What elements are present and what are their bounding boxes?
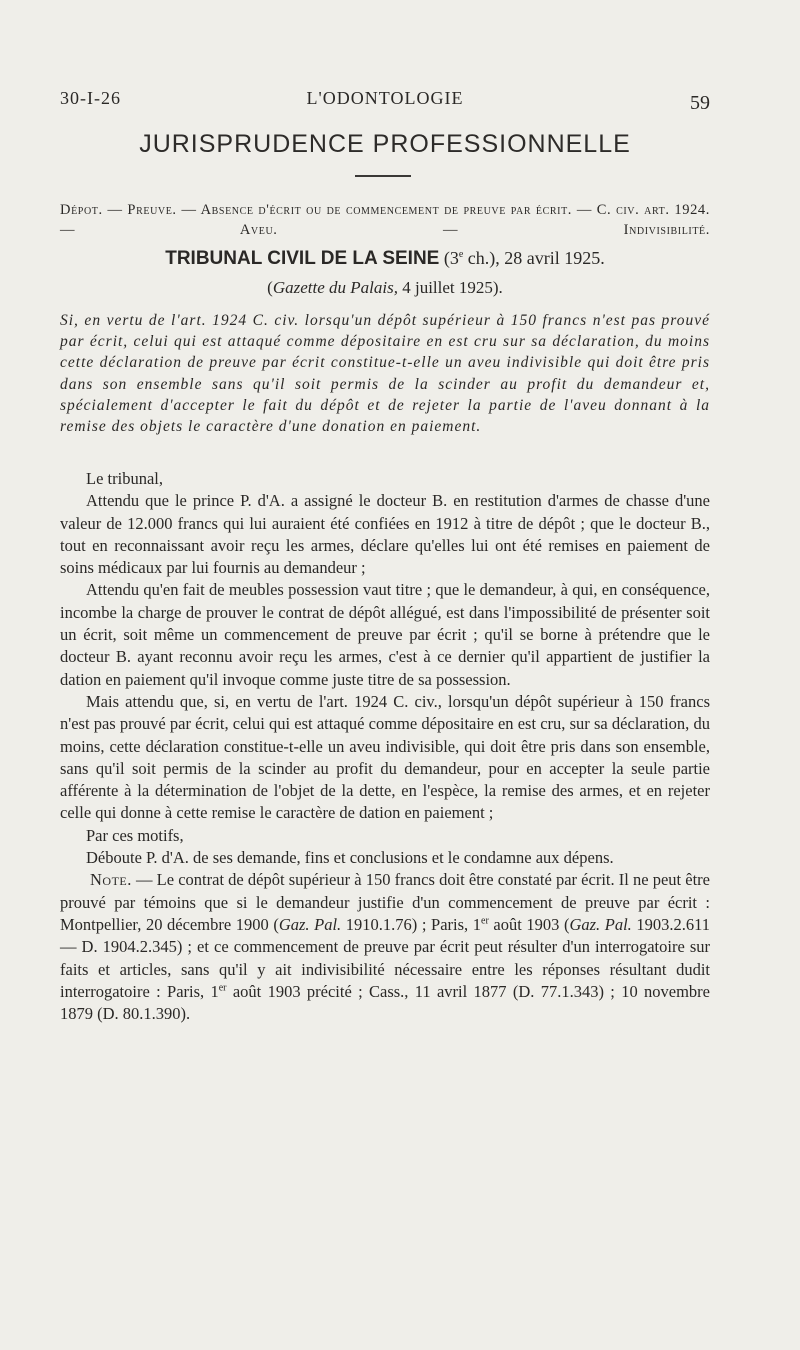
source-title: Gazette du Palais, [272, 278, 398, 297]
journal-name: L'ODONTOLOGIE [306, 88, 464, 108]
paragraph: Par ces motifs, [86, 825, 184, 845]
note-paragraph: Note. — Le contrat de dépôt supérieur à 150 francs doit être constaté par écrit. Il ne peut être prouvé par témoins que si le demandeur justifie d'un commencement de preuve par écrit : Montpellier, 20 décembre 1900 (Gaz. Pal. 1910.1.76) ; Paris, 1er août 1903 (Gaz. Pal. 1903.2.611 — D. 1904.2.345) ; et ce commencement de preuve par écrit peut résulter d'un interrogatoire sur faits et articles, sans qu'il y ait indivisibilité nécessaire entre les réponses résultant dudit interrogatoire : Paris, 1er août 1903 précité ; Cass., 11 avril 1877 (D. 77.1.343) ; 10 novembre 1879 (D. 80.1.390). [60, 870, 711, 1024]
running-header [60, 88, 710, 118]
paragraph: Déboute P. d'A. de ses demande, fins et conclusions et le condamne aux dépens. [86, 848, 614, 868]
note-label: Note. [90, 870, 132, 890]
title-rule [355, 175, 411, 177]
page-number: 59 [690, 92, 710, 114]
paragraph: Le tribunal, [86, 469, 163, 488]
section-title: JURISPRUDENCE PROFESSIONNELLE [139, 130, 631, 158]
court-chamber: (3e ch.), 28 avril 1925. [443, 248, 605, 268]
source-line: (Gazette du Palais, 4 juillet 1925). [267, 278, 503, 297]
header-date: 30-I-26 [60, 88, 121, 108]
case-summary: Dépot. — Preuve. — Absence d'écrit ou de commencement de preuve par écrit. — C. civ. art. 1924. — Aveu. — Indivisibilité. [60, 202, 710, 238]
paragraph: Mais attendu que, si, en vertu de l'art. 1924 C. civ., lorsqu'un dépôt supérieur à 150 francs n'est pas prouvé par écrit, celui qui est attaqué comme dépositaire en est cru, sur sa déclaration, du moins, cette déclaration constitue-t-elle un aveu indivisible, qui doit être pris dans son ensemble, sans qu'il soit permis de la scinder au profit du demandeur, pour en accepter la seule partie afférente à la détermination de l'objet de la dette, en l'espèce, la remise des armes, et en rejeter celle qui donne à cette remise le caractère de dation en paiement ; [60, 691, 710, 823]
source-date: 4 juillet 1925). [397, 278, 503, 297]
paragraph: Attendu qu'en fait de meubles possession vaut titre ; que le demandeur, à qui, en conséquence, incombe la charge de prouver le contrat de dépôt allégué, est dans l'impossibilité de présenter soit un écrit, soit même un commencement de preuve par écrit ; qu'il se borne à prétendre que le docteur B. ayant reconnu avoir reçu les armes, c'est à ce dernier qu'il appartient de justifier la dation en paiement qu'il invoque comme juste titre de sa possession. [60, 580, 710, 689]
judgment-body [60, 468, 710, 1025]
headnote: Si, en vertu de l'art. 1924 C. civ. lorsqu'un dépôt supérieur à 150 francs n'est pas prouvé par écrit, celui qui est attaqué comme dépositaire en est cru sur sa déclaration, du moins cette déclaration de preuve par écrit constitue-t-elle un aveu indivisible qui doit être pris dans son ensemble sans qu'il soit permis de la scinder au profit du demandeur et, spécialement d'accepter le fait du dépôt et de rejeter la partie de l'aveu donnant à la remise des objets le caractère d'une donation en paiement. [60, 312, 710, 436]
court-name: TRIBUNAL CIVIL DE LA SEINE [165, 248, 440, 269]
court-line [60, 248, 710, 270]
paragraph: Attendu que le prince P. d'A. a assigné le docteur B. en restitution d'armes de chasse d'une valeur de 12.000 francs qui lui auraient été confiées en 1912 à titre de dépôt ; que le docteur B., tout en reconnaissant avoir reçu les armes, déclare qu'elles lui ont été remises en paiement de soins médicaux par lui fournis au demandeur ; [60, 491, 710, 578]
